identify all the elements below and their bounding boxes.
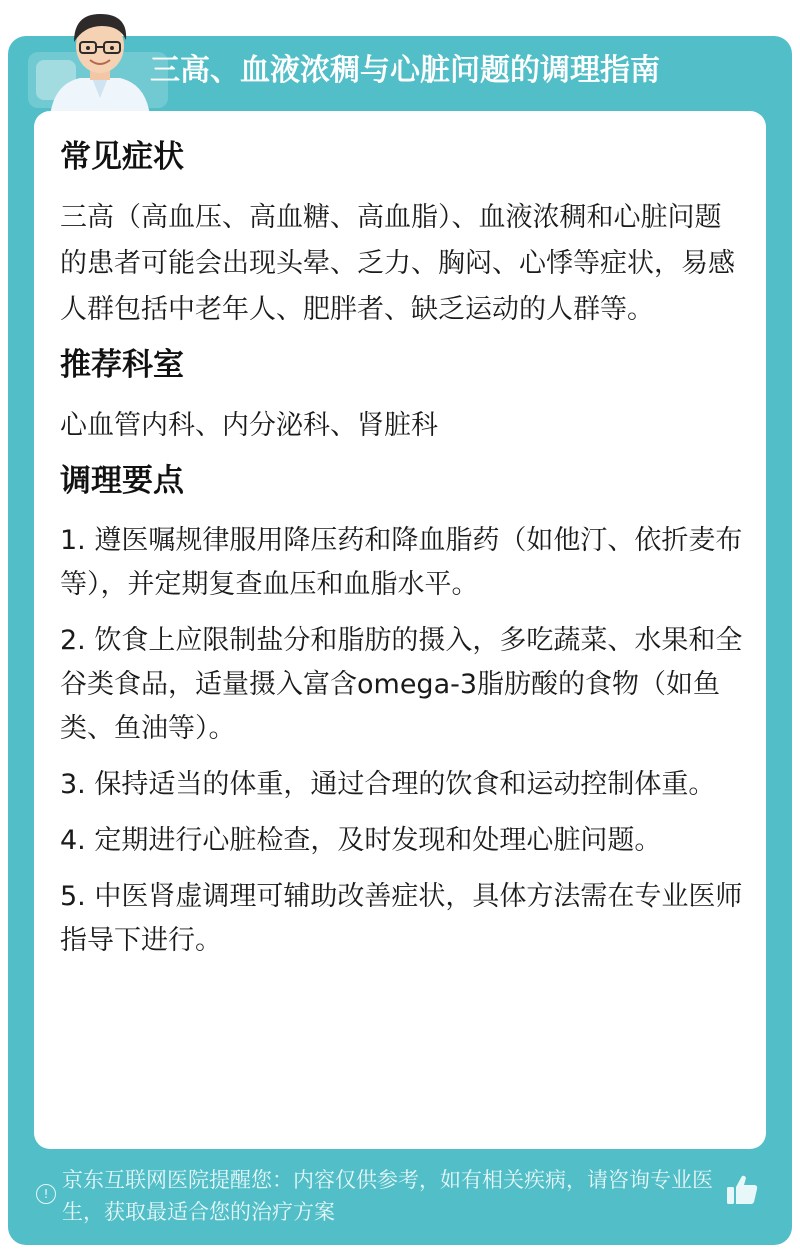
care-item-5: 5. 中医肾虚调理可辅助改善症状，具体方法需在专业医师指导下进行。 (60, 881, 743, 956)
care-item-2: 2. 饮食上应限制盐分和脂肪的摄入，多吃蔬菜、水果和全谷类食品，适量摄入富含omega-3脂肪酸的食物（如鱼类、鱼油等）。 (60, 625, 743, 744)
footer-disclaimer (36, 1164, 736, 1234)
symptoms-heading: 常见症状 (60, 139, 184, 175)
info-icon: ! (36, 1184, 56, 1204)
care-item-4: 4. 定期进行心脏检查，及时发现和处理心脏问题。 (60, 825, 662, 856)
footer-text: 京东互联网医院提醒您：内容仅供参考，如有相关疾病，请咨询专业医生，获取最适合您的治疗方案 (62, 1168, 713, 1224)
doctor-avatar (40, 6, 160, 116)
care-heading: 调理要点 (60, 463, 184, 499)
symptoms-text: 三高（高血压、高血糖、高血脂）、血液浓稠和心脏问题的患者可能会出现头晕、乏力、胸闷、心悸等症状，易感人群包括中老年人、肥胖者、缺乏运动的人群等。 (60, 202, 735, 325)
departments-heading: 推荐科室 (60, 347, 184, 383)
departments-text: 心血管内科、内分泌科、肾脏科 (60, 410, 438, 441)
card-content (60, 129, 744, 975)
content-card (34, 111, 766, 1149)
page-title: 三高、血液浓稠与心脏问题的调理指南 (150, 53, 660, 88)
care-item-3: 3. 保持适当的体重，通过合理的饮食和运动控制体重。 (60, 769, 716, 800)
thumbs-up-icon[interactable] (724, 1172, 760, 1208)
care-item-1: 1. 遵医嘱规律服用降压药和降血脂药（如他汀、依折麦布等），并定期复查血压和血脂水平。 (60, 525, 743, 600)
